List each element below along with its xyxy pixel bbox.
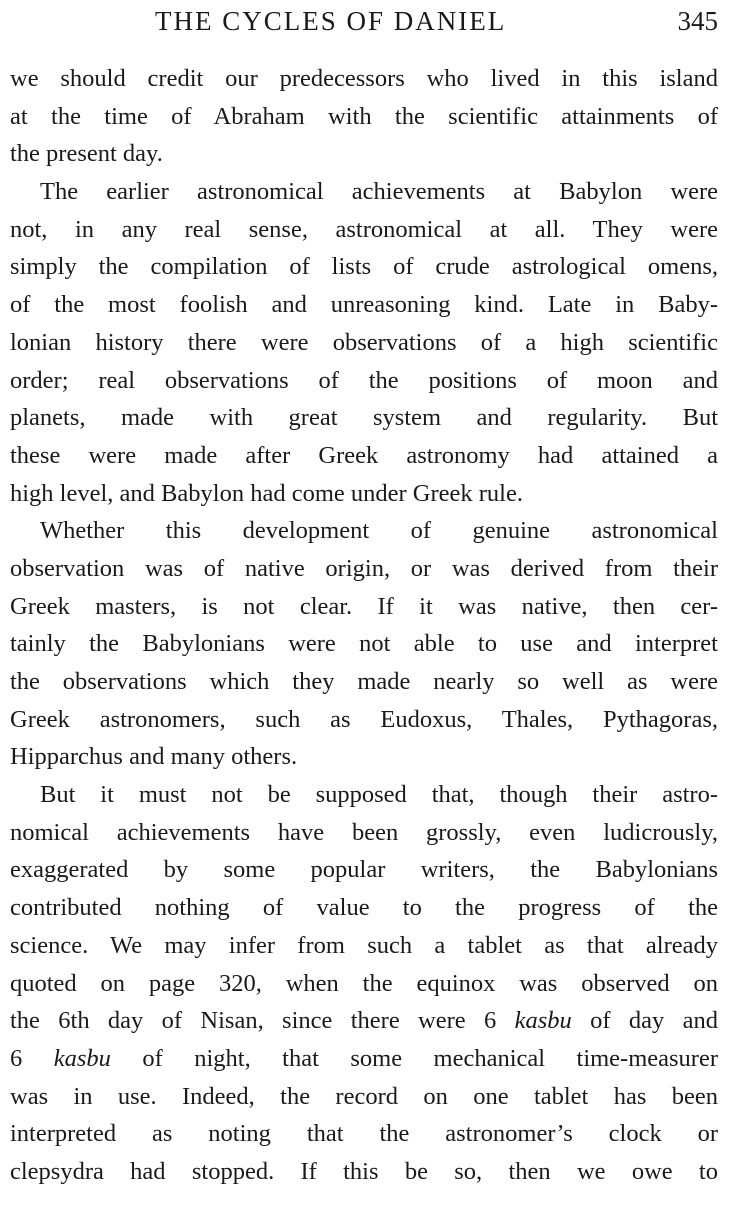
text-line: But it must not be supposed that, though their astro- bbox=[40, 781, 718, 809]
text-line: these were made after Greek astronomy had attained a bbox=[10, 441, 718, 469]
text-line: Whether this development of genuine astronomical bbox=[40, 517, 718, 545]
running-title: THE CYCLES OF DANIEL bbox=[155, 6, 507, 36]
italic-term: kasbu bbox=[53, 1044, 111, 1072]
text-line bbox=[10, 1040, 718, 1078]
running-head bbox=[10, 0, 718, 60]
text-line: Greek astronomers, such as Eudoxus, Thales, Pythagoras, bbox=[10, 705, 718, 733]
italic-term: kasbu bbox=[514, 1007, 572, 1035]
text-line: contributed nothing of value to the progress of the bbox=[10, 894, 718, 922]
text-segment: of night, that some mechanical time-measurer bbox=[110, 1044, 719, 1072]
text-line: we should credit our predecessors who lived in this island bbox=[10, 65, 718, 92]
text-segment: the 6th day of Nisan, since there were 6 bbox=[10, 1007, 515, 1035]
body-text bbox=[10, 60, 718, 1191]
text-segment: of day and bbox=[571, 1007, 718, 1035]
text-line: observation was of native origin, or was derived from their bbox=[10, 554, 718, 582]
text-line: of the most foolish and unreasoning kind. Late in Baby- bbox=[10, 291, 718, 319]
text-line: Hipparchus and many others. bbox=[10, 743, 298, 771]
text-segment: 6 bbox=[10, 1044, 54, 1072]
text-line bbox=[10, 1002, 718, 1040]
text-line: quoted on page 320, when the equinox was observed on bbox=[10, 969, 718, 997]
book-page bbox=[10, 0, 719, 1185]
text-line: interpreted as noting that the astronomer’s clock or bbox=[10, 1120, 718, 1148]
text-line: the observations which they made nearly so well as were bbox=[10, 668, 718, 695]
text-line: not, in any real sense, astronomical at all. They were bbox=[10, 215, 718, 243]
text-line: exaggerated by some popular writers, the Babylonians bbox=[10, 856, 718, 884]
text-line: planets, made with great system and regularity. But bbox=[10, 404, 718, 432]
text-line: clepsydra had stopped. If this be so, then we owe to bbox=[10, 1157, 718, 1185]
text-line: science. We may infer from such a tablet as that already bbox=[10, 931, 718, 959]
text-line: the present day. bbox=[10, 140, 163, 168]
page-number: 345 bbox=[677, 6, 718, 36]
text-line: nomical achievements have been grossly, even ludicrously, bbox=[10, 818, 718, 846]
text-line: tainly the Babylonians were not able to use and interpret bbox=[10, 630, 718, 658]
text-line: simply the compilation of lists of crude astrological omens, bbox=[10, 253, 718, 281]
text-line: The earlier astronomical achievements at Babylon were bbox=[40, 178, 718, 206]
text-line: high level, and Babylon had come under Greek rule. bbox=[10, 479, 523, 507]
text-line: lonian history there were observations of a high scientific bbox=[10, 328, 718, 356]
text-line: order; real observations of the positions of moon and bbox=[10, 366, 718, 394]
text-line: at the time of Abraham with the scientific attainments of bbox=[10, 102, 718, 130]
text-line: Greek masters, is not clear. If it was native, then cer- bbox=[10, 592, 718, 620]
text-line: was in use. Indeed, the record on one tablet has been bbox=[10, 1082, 718, 1110]
